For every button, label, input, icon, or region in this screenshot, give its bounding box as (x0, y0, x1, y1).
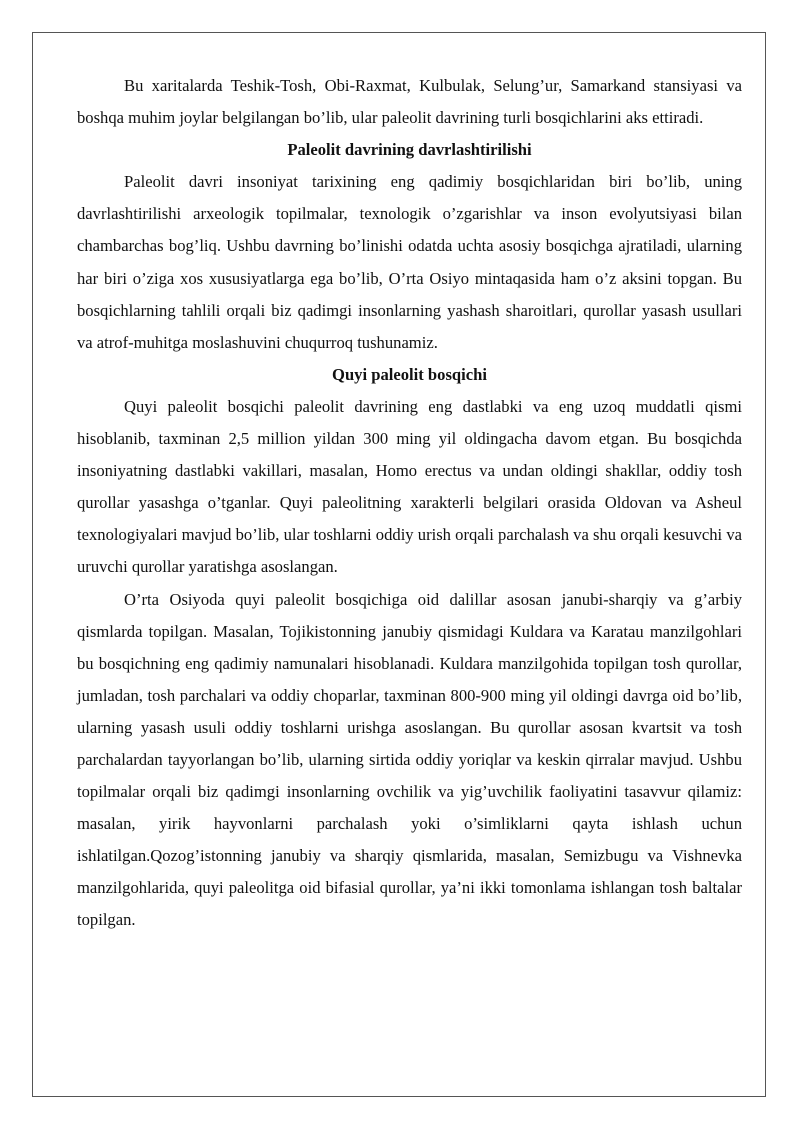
paragraph-lower-paleolithic: Quyi paleolit bosqichi paleolit davrining eng dastlabki va eng uzoq muddatli qismi hisoblanib, taxminan 2,5 million yildan 300 ming yil oldingacha davom etgan. Bu bosqichda insoniyatning dastlabki vakillari, masalan, Homo erectus va undan oldingi shakllar, oddiy tosh qurollar yasashga o’tganlar. Quyi paleolitning xarakterli belgilari orasida Oldovan va Asheul texnologiyalari mavjud bo’lib, ular toshlarni oddiy urish orqali parchalash va shu orqali kesuvchi va uruvchi qurollar yaratishga asoslangan. (77, 396, 742, 577)
heading-periodization: Paleolit davrining davrlashtirilishi (287, 140, 532, 160)
paragraph-periodization: Paleolit davri insoniyat tarixining eng qadimiy bosqichlaridan biri bo’lib, uning davrlashtirilishi arxeologik topilmalar, texnologik o’zgarishlar va inson evolyutsiyasi bilan chambarchas bog’liq. Ushbu davrning bo’linishi odatda uchta asosiy bosqichga ajratiladi, ularning har biri o’ziga xos xususiyatlarga ega bo’lib, O’rta Osiyo mintaqasida ham o’z aksini topgan. Bu bosqichlarning tahlili orqali biz qadimgi insonlarning yashash sharoitlari, qurollar yasash usullari va atrof-muhitga moslashuvini chuqurroq tushunamiz. (77, 172, 742, 352)
paragraph-intro-maps: Bu xaritalarda Teshik-Tosh, Obi-Raxmat, Kulbulak, Selung’ur, Samarkand stansiyasi va boshqa muhim joylar belgilangan bo’lib, ular paleolit davrining turli bosqichlarini aks ettiradi. (77, 76, 742, 128)
paragraph-central-asia-evidence: O’rta Osiyoda quyi paleolit bosqichiga oid dalillar asosan janubi-sharqiy va g’arbiy qismlarda topilgan. Masalan, Tojikistonning janubiy qismidagi Kuldara va Karatau manzilgohlari bu bosqichning eng qadimiy namunalari hisoblanadi. Kuldara manzilgohida topilgan tosh qurollar, jumladan, tosh parchalari va oddiy choparlar, taxminan 800-900 ming yil oldingi davrga oid bo’lib, ularning yasash usuli oddiy toshlarni urishga asoslangan. Bu qurollar asosan kvartsit va tosh parchalardan tayyorlangan bo’lib, ularning sirtida oddiy yoriqlar va keskin qirralar mavjud. Ushbu topilmalar orqali biz qadimgi insonlarning ovchilik va yig’uvchilik faoliyatini tasavvur qilamiz: masalan, yirik hayvonlarni parchalash yoki o’simliklarni qayta ishlash uchun ishlatilgan.Qozog’istonning janubiy va sharqiy qismlarida, masalan, Semizbugu va Vishnevka manzilgohlarida, quyi paleolitga oid bifasial qurollar, ya’ni ikki tomonlama ishlangan tosh baltalar topilgan. (77, 589, 742, 930)
heading-lower-paleolithic: Quyi paleolit bosqichi (332, 364, 487, 384)
document-body (77, 70, 742, 937)
